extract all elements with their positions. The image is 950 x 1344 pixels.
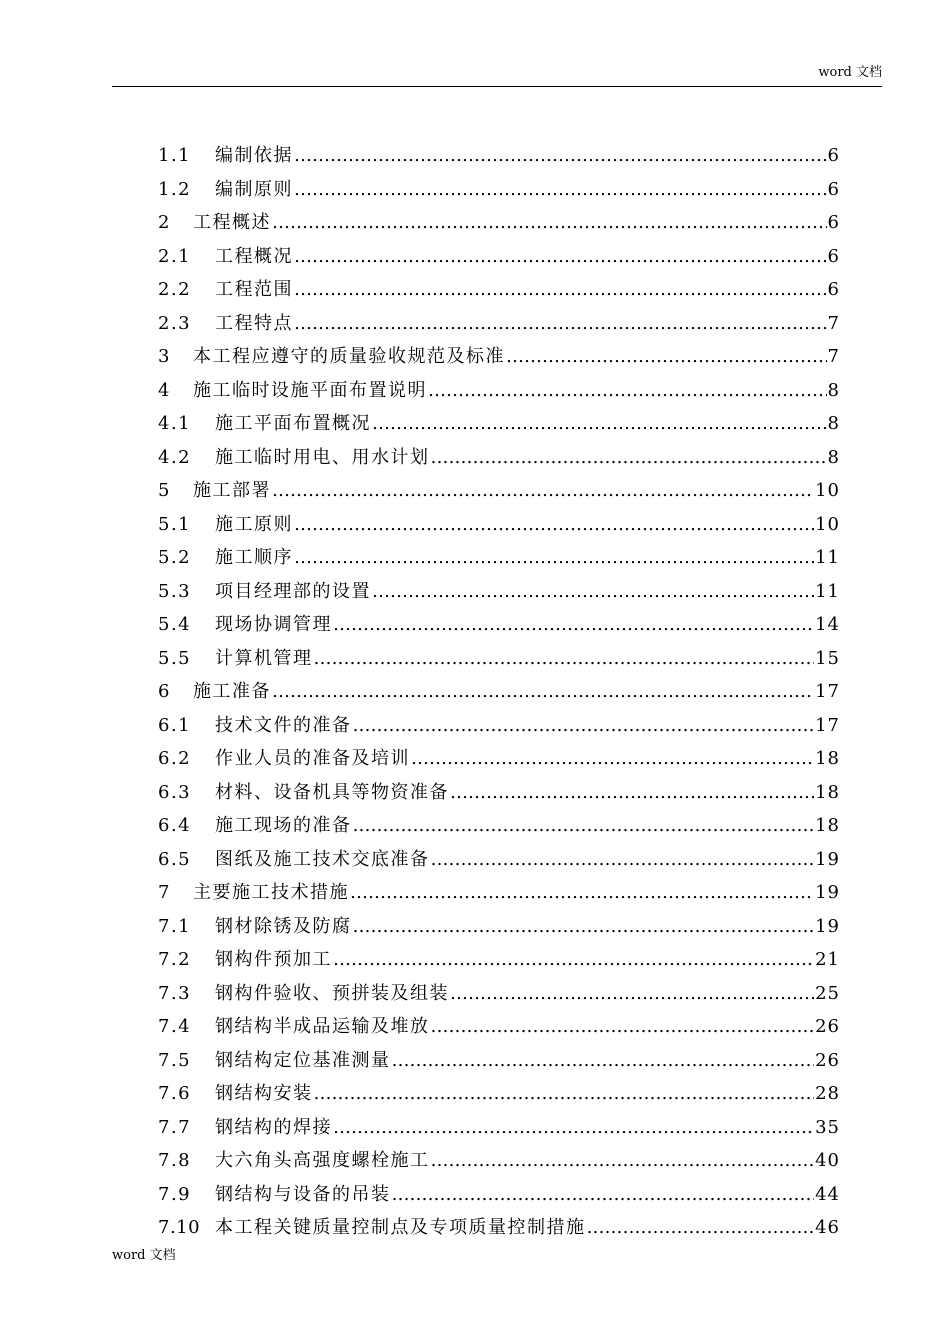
toc-entry-page-number: 44 <box>815 1183 840 1205</box>
toc-entry-page-number: 40 <box>815 1150 840 1171</box>
toc-entry-number: 7.6 <box>158 1083 192 1104</box>
toc-entry-title: 编制依据 <box>215 145 293 166</box>
toc-entry-number: 7.4 <box>158 1016 192 1037</box>
toc-entry[interactable] <box>158 343 840 377</box>
toc-entry-page-number: 18 <box>815 781 840 803</box>
toc-entry-page-number: 6 <box>827 212 840 233</box>
toc-entry-number: 2 <box>158 212 171 233</box>
toc-dot-leader <box>333 946 814 974</box>
toc-entry-page-number: 11 <box>815 580 840 602</box>
toc-entry-title: 施工平面布置概况 <box>215 413 371 434</box>
toc-entry-number: 4.1 <box>158 413 192 434</box>
toc-dot-leader <box>294 142 827 170</box>
toc-entry-title: 本工程关键质量控制点及专项质量控制措施 <box>215 1217 586 1238</box>
toc-dot-leader <box>294 243 827 271</box>
toc-entry-page-number: 6 <box>827 145 840 166</box>
toc-entry[interactable] <box>158 410 840 444</box>
toc-entry-title: 项目经理部的设置 <box>215 580 371 602</box>
toc-entry-page-number: 10 <box>815 480 840 501</box>
toc-dot-leader <box>392 1047 815 1075</box>
toc-entry-title: 钢结构定位基准测量 <box>215 1049 391 1071</box>
toc-entry-page-number: 17 <box>815 681 840 702</box>
toc-entry-number: 5.4 <box>158 614 192 635</box>
toc-entry-page-number: 46 <box>815 1217 840 1238</box>
toc-entry-title: 钢结构的焊接 <box>215 1116 332 1138</box>
toc-entry-title: 施工部署 <box>193 480 271 501</box>
toc-dot-leader <box>431 1147 815 1175</box>
toc-entry-number: 7 <box>158 882 171 903</box>
toc-dot-leader <box>314 645 815 673</box>
toc-entry-title: 图纸及施工技术交底准备 <box>215 848 430 870</box>
toc-entry[interactable] <box>158 980 840 1014</box>
toc-dot-leader <box>350 879 814 907</box>
toc-entry-title: 施工临时用电、用水计划 <box>215 446 430 468</box>
toc-entry[interactable] <box>158 1181 840 1215</box>
toc-entry-page-number: 19 <box>815 848 840 870</box>
toc-entry-page-number: 6 <box>827 279 840 300</box>
toc-entry-page-number: 6 <box>827 245 840 267</box>
toc-entry[interactable] <box>158 1047 840 1081</box>
toc-entry-title: 施工顺序 <box>215 547 293 568</box>
toc-entry[interactable] <box>158 1080 840 1114</box>
toc-dot-leader <box>431 444 827 472</box>
toc-entry[interactable] <box>158 544 840 578</box>
toc-entry-title: 钢材除锈及防腐 <box>215 915 352 937</box>
toc-dot-leader <box>333 611 814 639</box>
toc-dot-leader <box>272 209 827 237</box>
toc-entry-number: 7.7 <box>158 1116 192 1138</box>
toc-dot-leader <box>272 477 814 505</box>
toc-entry-title: 工程概况 <box>215 245 293 267</box>
toc-entry-number: 2.3 <box>158 312 192 334</box>
toc-dot-leader <box>506 343 827 371</box>
toc-entry-title: 钢构件预加工 <box>215 949 332 970</box>
toc-dot-leader <box>294 511 814 539</box>
toc-dot-leader <box>428 377 827 405</box>
toc-entry-title: 材料、设备机具等物资准备 <box>215 781 449 803</box>
toc-entry-title: 工程范围 <box>215 279 293 300</box>
toc-entry-title: 施工临时设施平面布置说明 <box>193 379 427 401</box>
toc-entry-page-number: 7 <box>827 346 840 367</box>
toc-entry-number: 5.5 <box>158 647 192 669</box>
footer-text: word 文档 <box>112 1248 176 1263</box>
toc-dot-leader <box>353 812 815 840</box>
toc-entry-page-number: 6 <box>827 178 840 200</box>
toc-entry-title: 施工原则 <box>215 513 293 535</box>
toc-entry-number: 6.5 <box>158 848 192 870</box>
toc-entry[interactable] <box>158 846 840 880</box>
toc-entry-number: 7.9 <box>158 1183 192 1205</box>
toc-dot-leader <box>294 276 827 304</box>
toc-entry[interactable] <box>158 645 840 679</box>
toc-entry[interactable] <box>158 511 840 545</box>
toc-entry-page-number: 14 <box>815 614 840 635</box>
toc-entry-number: 5.1 <box>158 513 192 535</box>
toc-entry-number: 2.2 <box>158 279 192 300</box>
toc-entry-number: 6.4 <box>158 815 192 836</box>
toc-dot-leader <box>294 544 814 572</box>
table-of-contents <box>158 142 840 1248</box>
toc-entry[interactable] <box>158 209 840 243</box>
toc-entry-title: 作业人员的准备及培训 <box>215 748 410 769</box>
toc-entry-number: 7.1 <box>158 915 192 937</box>
toc-entry-title: 大六角头高强度螺栓施工 <box>215 1150 430 1171</box>
toc-dot-leader <box>272 678 814 706</box>
toc-dot-leader <box>450 779 814 807</box>
toc-entry-title: 钢结构安装 <box>215 1083 313 1104</box>
toc-entry-number: 7.3 <box>158 982 192 1004</box>
toc-entry-number: 5 <box>158 480 171 501</box>
toc-entry-page-number: 25 <box>815 982 840 1004</box>
toc-dot-leader <box>587 1214 815 1242</box>
toc-dot-leader <box>294 176 827 204</box>
toc-entry-page-number: 28 <box>815 1083 840 1104</box>
toc-entry[interactable] <box>158 812 840 846</box>
toc-entry[interactable] <box>158 1114 840 1148</box>
toc-entry[interactable] <box>158 176 840 210</box>
toc-entry-number: 6 <box>158 681 171 702</box>
toc-entry-number: 1.1 <box>158 145 192 166</box>
toc-entry-page-number: 35 <box>815 1116 840 1138</box>
toc-entry-title: 钢构件验收、预拼装及组装 <box>215 982 449 1004</box>
toc-dot-leader <box>353 712 815 740</box>
toc-entry-page-number: 7 <box>827 312 840 334</box>
header-text: word 文档 <box>818 65 882 80</box>
toc-entry-page-number: 18 <box>815 748 840 769</box>
toc-entry-page-number: 19 <box>815 915 840 937</box>
toc-entry[interactable] <box>158 913 840 947</box>
toc-entry-title: 钢结构半成品运输及堆放 <box>215 1016 430 1037</box>
toc-entry-number: 3 <box>158 346 171 367</box>
toc-entry-number: 6.1 <box>158 714 192 736</box>
toc-entry-number: 6.2 <box>158 748 192 769</box>
toc-dot-leader <box>431 846 815 874</box>
toc-entry[interactable] <box>158 611 840 645</box>
toc-entry-page-number: 18 <box>815 815 840 836</box>
toc-dot-leader <box>294 310 827 338</box>
toc-entry-page-number: 17 <box>815 714 840 736</box>
toc-entry-page-number: 26 <box>815 1049 840 1071</box>
toc-entry-page-number: 8 <box>827 413 840 434</box>
toc-entry[interactable] <box>158 946 840 980</box>
toc-dot-leader <box>353 913 815 941</box>
toc-entry[interactable] <box>158 779 840 813</box>
toc-entry-title: 现场协调管理 <box>215 614 332 635</box>
toc-entry-title: 主要施工技术措施 <box>193 882 349 903</box>
toc-entry-title: 施工现场的准备 <box>215 815 352 836</box>
toc-dot-leader <box>392 1181 815 1209</box>
toc-entry[interactable] <box>158 377 840 411</box>
toc-entry-number: 1.2 <box>158 178 192 200</box>
toc-dot-leader <box>372 410 827 438</box>
toc-entry[interactable] <box>158 1147 840 1181</box>
toc-entry-number: 4 <box>158 379 171 401</box>
toc-entry[interactable] <box>158 712 840 746</box>
toc-entry[interactable] <box>158 1214 840 1248</box>
toc-entry-number: 2.1 <box>158 245 192 267</box>
toc-entry-title: 施工准备 <box>193 681 271 702</box>
toc-entry[interactable] <box>158 310 840 344</box>
toc-dot-leader <box>372 578 814 606</box>
toc-entry-page-number: 21 <box>815 949 840 970</box>
toc-entry[interactable] <box>158 142 840 176</box>
toc-entry-title: 钢结构与设备的吊装 <box>215 1183 391 1205</box>
toc-entry-title: 技术文件的准备 <box>215 714 352 736</box>
toc-entry-page-number: 10 <box>815 513 840 535</box>
toc-entry[interactable] <box>158 243 840 277</box>
toc-entry-page-number: 8 <box>827 379 840 401</box>
toc-entry-number: 6.3 <box>158 781 192 803</box>
toc-entry-page-number: 8 <box>827 446 840 468</box>
toc-entry-number: 7.8 <box>158 1150 192 1171</box>
toc-dot-leader <box>431 1013 815 1041</box>
toc-entry-page-number: 11 <box>815 547 840 568</box>
toc-entry-title: 本工程应遵守的质量验收规范及标准 <box>193 346 505 367</box>
toc-entry[interactable] <box>158 678 840 712</box>
toc-entry-page-number: 15 <box>815 647 840 669</box>
toc-entry-title: 计算机管理 <box>215 647 313 669</box>
toc-entry[interactable] <box>158 444 840 478</box>
toc-dot-leader <box>450 980 814 1008</box>
toc-entry-number: 7.10 <box>158 1217 201 1238</box>
toc-entry-number: 4.2 <box>158 446 192 468</box>
toc-entry-number: 7.5 <box>158 1049 192 1071</box>
toc-entry-number: 7.2 <box>158 949 192 970</box>
toc-entry-title: 工程特点 <box>215 312 293 334</box>
toc-entry-number: 5.2 <box>158 547 192 568</box>
toc-entry-number: 5.3 <box>158 580 192 602</box>
page-header <box>112 62 882 87</box>
toc-entry-title: 编制原则 <box>215 178 293 200</box>
toc-entry[interactable] <box>158 1013 840 1047</box>
toc-entry[interactable] <box>158 745 840 779</box>
toc-entry[interactable] <box>158 879 840 913</box>
toc-entry[interactable] <box>158 578 840 612</box>
toc-entry-page-number: 19 <box>815 882 840 903</box>
toc-entry[interactable] <box>158 477 840 511</box>
toc-entry-page-number: 26 <box>815 1016 840 1037</box>
toc-entry[interactable] <box>158 276 840 310</box>
toc-entry-title: 工程概述 <box>193 212 271 233</box>
toc-dot-leader <box>333 1114 814 1142</box>
toc-dot-leader <box>314 1080 815 1108</box>
toc-dot-leader <box>411 745 814 773</box>
